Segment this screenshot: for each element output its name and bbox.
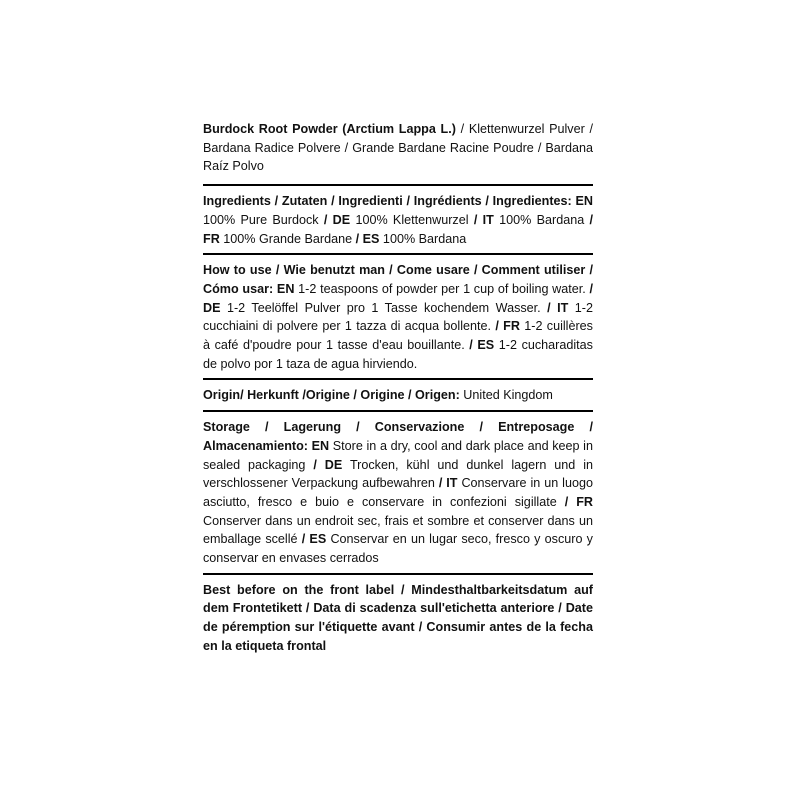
usage-section bbox=[203, 260, 593, 373]
product-label bbox=[203, 119, 593, 656]
lang-code-es: / ES bbox=[301, 532, 327, 547]
section-divider bbox=[203, 253, 593, 255]
product-name-section bbox=[203, 119, 593, 179]
usage-it: 1-2 cucchiaini di polvere per 1 tazza di acqua bollente. bbox=[203, 300, 593, 334]
ingredients-heading: Ingredients / Zutaten / Ingredienti / Ingrédients / Ingredientes: bbox=[203, 194, 572, 209]
lang-code-it: / IT bbox=[473, 212, 494, 227]
section-divider bbox=[203, 378, 593, 380]
lang-code-es: / ES bbox=[469, 338, 495, 353]
lang-code-de: / DE bbox=[203, 281, 593, 315]
storage-heading: Storage / Lagerung / Conservazione / Entreposage / Almacenamiento: bbox=[203, 420, 593, 453]
ingredients-de: 100% Klettenwurzel bbox=[350, 212, 474, 227]
storage-en: Store in a dry, cool and dark place and keep in sealed packaging bbox=[203, 438, 593, 472]
lang-code-fr: / FR bbox=[564, 494, 593, 509]
section-divider bbox=[203, 184, 593, 186]
lang-code-it: / IT bbox=[547, 300, 569, 315]
origin-heading: Origin/ Herkunft /Origine / Origine / Origen: bbox=[203, 388, 460, 403]
best-before-text: Best before on the front label / Mindesthaltbarkeitsdatum auf dem Frontetikett / Data di scadenza sull'etichetta anteriore / Date de péremption sur l'étiquette avant / Consumir antes de la fecha en la etiqueta frontal bbox=[203, 582, 593, 653]
lang-code-en: EN bbox=[307, 438, 330, 453]
lang-code-it: / IT bbox=[438, 476, 458, 491]
product-name-translations: / Klettenwurzel Pulver / Bardana Radice Polvere / Grande Bardane Racine Poudre / Bardana Raíz Polvo bbox=[203, 122, 593, 174]
lang-code-de: / DE bbox=[313, 457, 343, 472]
storage-es: Conservar en un lugar seco, fresco y oscuro y conservar en envases cerrados bbox=[203, 532, 593, 566]
lang-code-de: / DE bbox=[323, 212, 351, 227]
section-divider bbox=[203, 573, 593, 575]
lang-code-en: EN bbox=[575, 194, 593, 209]
product-name-en: Burdock Root Powder (Arctium Lappa L.) bbox=[203, 122, 456, 136]
storage-de: Trocken, kühl und dunkel lagern und in verschlossener Verpackung aufbewahren bbox=[203, 457, 593, 491]
usage-es: 1-2 cucharaditas de polvo por 1 taza de agua hirviendo. bbox=[203, 338, 593, 371]
ingredients-fr: 100% Grande Bardane bbox=[219, 231, 356, 246]
ingredients-it: 100% Bardana bbox=[493, 212, 590, 227]
ingredients-section bbox=[203, 191, 593, 248]
usage-heading: How to use / Wie benutzt man / Come usare / Comment utiliser / Cómo usar: bbox=[203, 263, 593, 296]
ingredients-es: 100% Bardana bbox=[379, 231, 467, 246]
section-divider bbox=[203, 410, 593, 412]
origin-value: United Kingdom bbox=[459, 388, 553, 403]
best-before-section bbox=[203, 580, 593, 656]
ingredients-en: 100% Pure Burdock bbox=[203, 212, 324, 227]
origin-section bbox=[203, 385, 593, 405]
storage-section bbox=[203, 417, 593, 568]
usage-en: 1-2 teaspoons of powder per 1 cup of boiling water. bbox=[294, 281, 590, 296]
usage-fr: 1-2 cuillères à café d'poudre pour 1 tasse d'eau bouillante. bbox=[203, 319, 593, 353]
lang-code-fr: / FR bbox=[203, 212, 593, 246]
lang-code-fr: / FR bbox=[495, 319, 520, 334]
usage-de: 1-2 Teelöffel Pulver pro 1 Tasse kochendem Wasser. bbox=[220, 300, 548, 315]
lang-code-es: / ES bbox=[355, 231, 380, 246]
lang-code-en: EN bbox=[273, 281, 295, 296]
storage-fr: Conserver dans un endroit sec, frais et sombre et conserver dans un emballage scellé bbox=[203, 513, 593, 547]
storage-it: Conservare in un luogo asciutto, fresco e buio e conservare in confezioni sigillate bbox=[203, 476, 593, 509]
